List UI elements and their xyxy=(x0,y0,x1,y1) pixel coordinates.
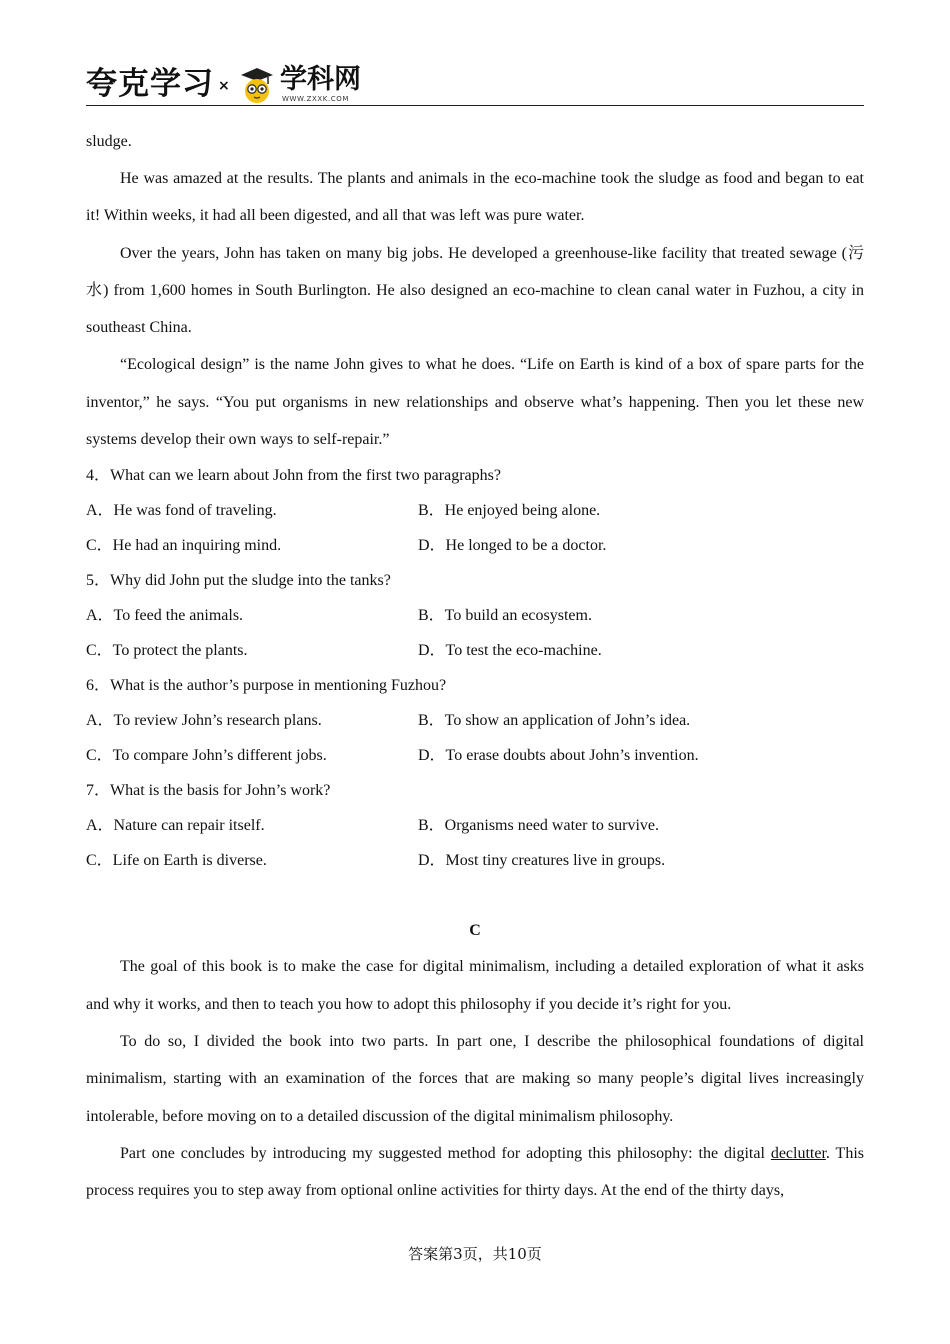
option-c: C．To compare John’s different jobs. xyxy=(86,747,327,765)
underlined-word: declutter xyxy=(770,1144,826,1162)
option-a: A．Nature can repair itself. xyxy=(86,817,265,835)
section-heading-c: C xyxy=(469,922,481,940)
option-c: C．He had an inquiring mind. xyxy=(86,537,282,555)
paragraph: The goal of this book is to make the case for digital minimalism, including a detailed exploration of what it asks and why it works, and then to teach you how to adopt this philosophy if you decide it’s right for you. xyxy=(86,958,864,1013)
question-6 xyxy=(86,668,864,773)
page-header xyxy=(86,64,864,106)
option-d: D．Most tiny creatures live in groups. xyxy=(418,852,666,870)
question-stem: 6．What is the author’s purpose in mentioning Fuzhou? xyxy=(86,677,447,695)
option-d: D．He longed to be a doctor. xyxy=(418,537,607,555)
paragraph: sludge. xyxy=(86,133,132,150)
question-4 xyxy=(86,458,864,563)
option-d: D．To erase doubts about John’s invention. xyxy=(418,747,699,765)
header-rule xyxy=(86,105,864,106)
question-stem: 7．What is the basis for John’s work? xyxy=(86,782,331,800)
question-stem: 4．What can we learn about John from the first two paragraphs? xyxy=(86,467,501,485)
option-a: A．To feed the animals. xyxy=(86,607,244,625)
page-content xyxy=(86,126,864,1209)
zxxk-logo-url: WWW.ZXXK.COM xyxy=(282,95,350,103)
paragraph: Over the years, John has taken on many big jobs. He developed a greenhouse-like facility that treated sewage (污水) from 1,600 homes in South Burlington. He also designed an eco-machine to clean canal water in Fuzhou, a city in southeast China. xyxy=(86,244,865,337)
question-5 xyxy=(86,563,864,668)
owl-mascot-icon xyxy=(240,66,274,104)
paragraph: He was amazed at the results. The plants and animals in the eco-machine took the sludge as food and began to eat it! Within weeks, it had all been digested, and all that was left was pure water. xyxy=(86,170,864,225)
quark-learning-logo: 夸克学习 xyxy=(86,66,214,102)
option-a: A．To review John’s research plans. xyxy=(86,712,322,730)
zxxk-logo-text: 学科网 xyxy=(280,64,361,95)
option-a: A．He was fond of traveling. xyxy=(86,502,277,520)
question-7 xyxy=(86,773,864,878)
option-b: B．To build an ecosystem. xyxy=(418,607,592,625)
option-b: B．Organisms need water to survive. xyxy=(418,817,659,835)
option-c: C．To protect the plants. xyxy=(86,642,248,660)
paragraph xyxy=(86,1135,864,1210)
option-b: B．He enjoyed being alone. xyxy=(418,502,601,520)
option-d: D．To test the eco-machine. xyxy=(418,642,602,660)
paragraph: To do so, I divided the book into two parts. In part one, I describe the philosophical foundations of digital minimalism, starting with an examination of the forces that are making so many people’s digital lives increasingly intolerable, before moving on to a detailed discussion of the digital minimalism philosophy. xyxy=(86,1032,864,1125)
paragraph: “Ecological design” is the name John gives to what he does. “Life on Earth is kind of a box of spare parts for the inventor,” he says. “You put organisms in new relationships and observe what’s happening. Then you let these new systems develop their own ways to self-repair.” xyxy=(86,356,864,449)
question-stem: 5．Why did John put the sludge into the tanks? xyxy=(86,572,391,590)
paragraph-text: . This process requires you to step away from optional online activities for thirty days. At the end of the thirty days, xyxy=(86,1144,864,1200)
paragraph-text: Part one concludes by introducing my suggested method for adopting this philosophy: the digital xyxy=(120,1144,771,1162)
option-c: C．Life on Earth is diverse. xyxy=(86,852,267,870)
logo-separator: × xyxy=(218,78,230,94)
option-b: B．To show an application of John’s idea. xyxy=(418,712,691,730)
page-number: 答案第3页，共10页 xyxy=(408,1245,542,1263)
